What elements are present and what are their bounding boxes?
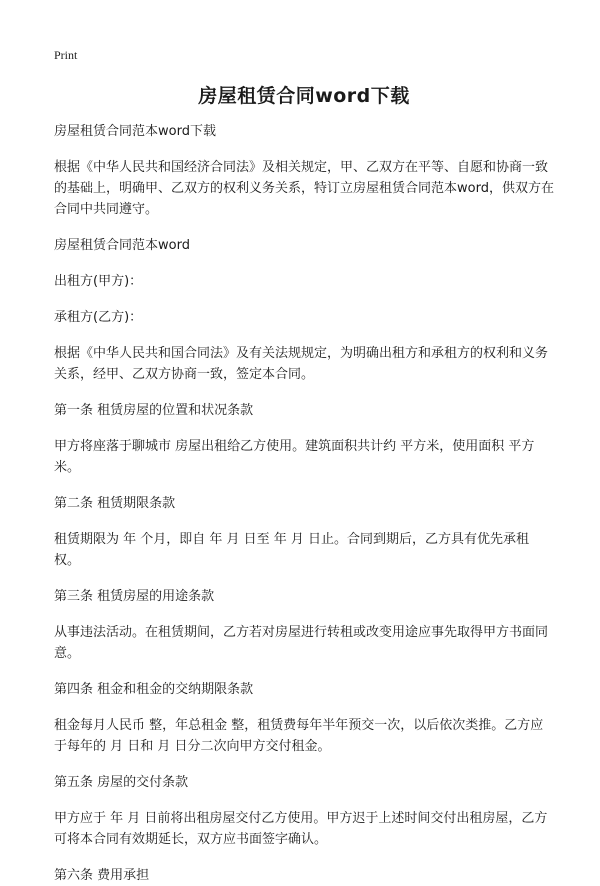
clause-1-body: 甲方将座落于聊城市 房屋出租给乙方使用。建筑面积共计约 平方米，使用面积 平方米。 — [54, 439, 535, 475]
clause-5-heading: 第五条 房屋的交付条款 — [54, 775, 189, 790]
document-title: 房屋租赁合同word下载 — [198, 85, 410, 107]
intro-paragraph: 根据《中华人民共和国经济合同法》及相关规定，甲、乙双方在平等、自愿和协商一致的基础上，明确甲、乙双方的权利义务关系，特订立房屋租赁合同范本word，供双方在合同中共同遵守。 — [54, 160, 554, 217]
clause-5-body: 甲方应于 年 月 日前将出租房屋交付乙方使用。甲方迟于上述时间交付出租房屋，乙方可将本合同有效期延长，双方应书面签字确认。 — [54, 811, 548, 847]
print-link[interactable]: Print — [54, 48, 78, 62]
clause-2-body: 租赁期限为 年 个月，即自 年 月 日至 年 月 日止。合同到期后，乙方具有优先承租权。 — [54, 532, 530, 568]
clause-3-heading: 第三条 租赁房屋的用途条款 — [54, 589, 215, 604]
lessee-line: 承租方(乙方)： — [54, 310, 143, 325]
clause-6-heading: 第六条 费用承担 — [54, 868, 150, 883]
preamble-paragraph: 根据《中华人民共和国合同法》及有关法规规定，为明确出租方和承租方的权利和义务关系，经甲、乙双方协商一致，签定本合同。 — [54, 346, 549, 382]
clause-3-body: 从事违法活动。在租赁期间，乙方若对房屋进行转租或改变用途应事先取得甲方书面同意。 — [54, 625, 549, 661]
clause-1-heading: 第一条 租赁房屋的位置和状况条款 — [54, 403, 254, 418]
clause-4-body: 租金每月人民币 整，年总租金 整，租赁费每年半年预交一次，以后依次类推。乙方应于每年的 月 日和 月 日分二次向甲方交付租金。 — [54, 718, 544, 754]
template-label: 房屋租赁合同范本word — [54, 238, 190, 253]
subtitle-paragraph: 房屋租赁合同范本word下载 — [54, 124, 216, 139]
clause-2-heading: 第二条 租赁期限条款 — [54, 496, 176, 511]
lessor-line: 出租方(甲方)： — [54, 274, 143, 289]
clause-4-heading: 第四条 租金和租金的交纳期限条款 — [54, 682, 254, 697]
